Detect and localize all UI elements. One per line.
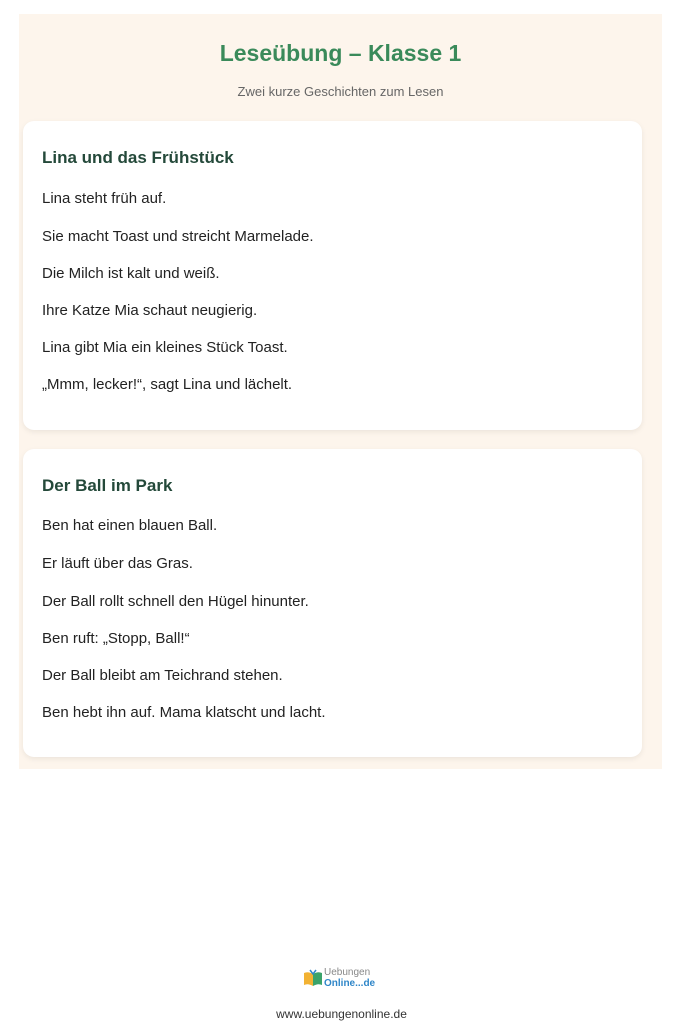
story-line: Sie macht Toast und streicht Marmelade. [42,228,314,245]
logo-text-top: Uebungen [324,967,371,978]
story-line: Der Ball bleibt am Teichrand stehen. [42,667,283,684]
story-card-1 [23,121,642,430]
story-line: Ben ruft: „Stopp, Ball!“ [42,630,190,647]
story-line: Lina steht früh auf. [42,190,167,207]
story-line: Er läuft über das Gras. [42,555,193,572]
story-card-2 [23,449,642,757]
worksheet [19,14,662,769]
page-title: Leseübung – Klasse 1 [219,40,462,66]
footer-url[interactable]: www.uebungenonline.de [276,1007,407,1021]
story-line: Ihre Katze Mia schaut neugierig. [42,302,258,319]
story-title: Der Ball im Park [42,476,173,495]
footer-logo[interactable] [302,966,382,992]
story-line: Lina gibt Mia ein kleines Stück Toast. [42,339,288,356]
open-book-icon [302,968,324,988]
story-line: Ben hat einen blauen Ball. [42,517,218,534]
page-subtitle: Zwei kurze Geschichten zum Lesen [237,84,444,99]
story-line: Die Milch ist kalt und weiß. [42,265,220,282]
story-title: Lina und das Frühstück [42,148,234,167]
story-line: „Mmm, lecker!“, sagt Lina und lächelt. [42,376,293,393]
logo-text-bottom: Online...de [324,978,376,989]
story-line: Der Ball rollt schnell den Hügel hinunter. [42,593,309,610]
story-line: Ben hebt ihn auf. Mama klatscht und lacht. [42,704,326,721]
